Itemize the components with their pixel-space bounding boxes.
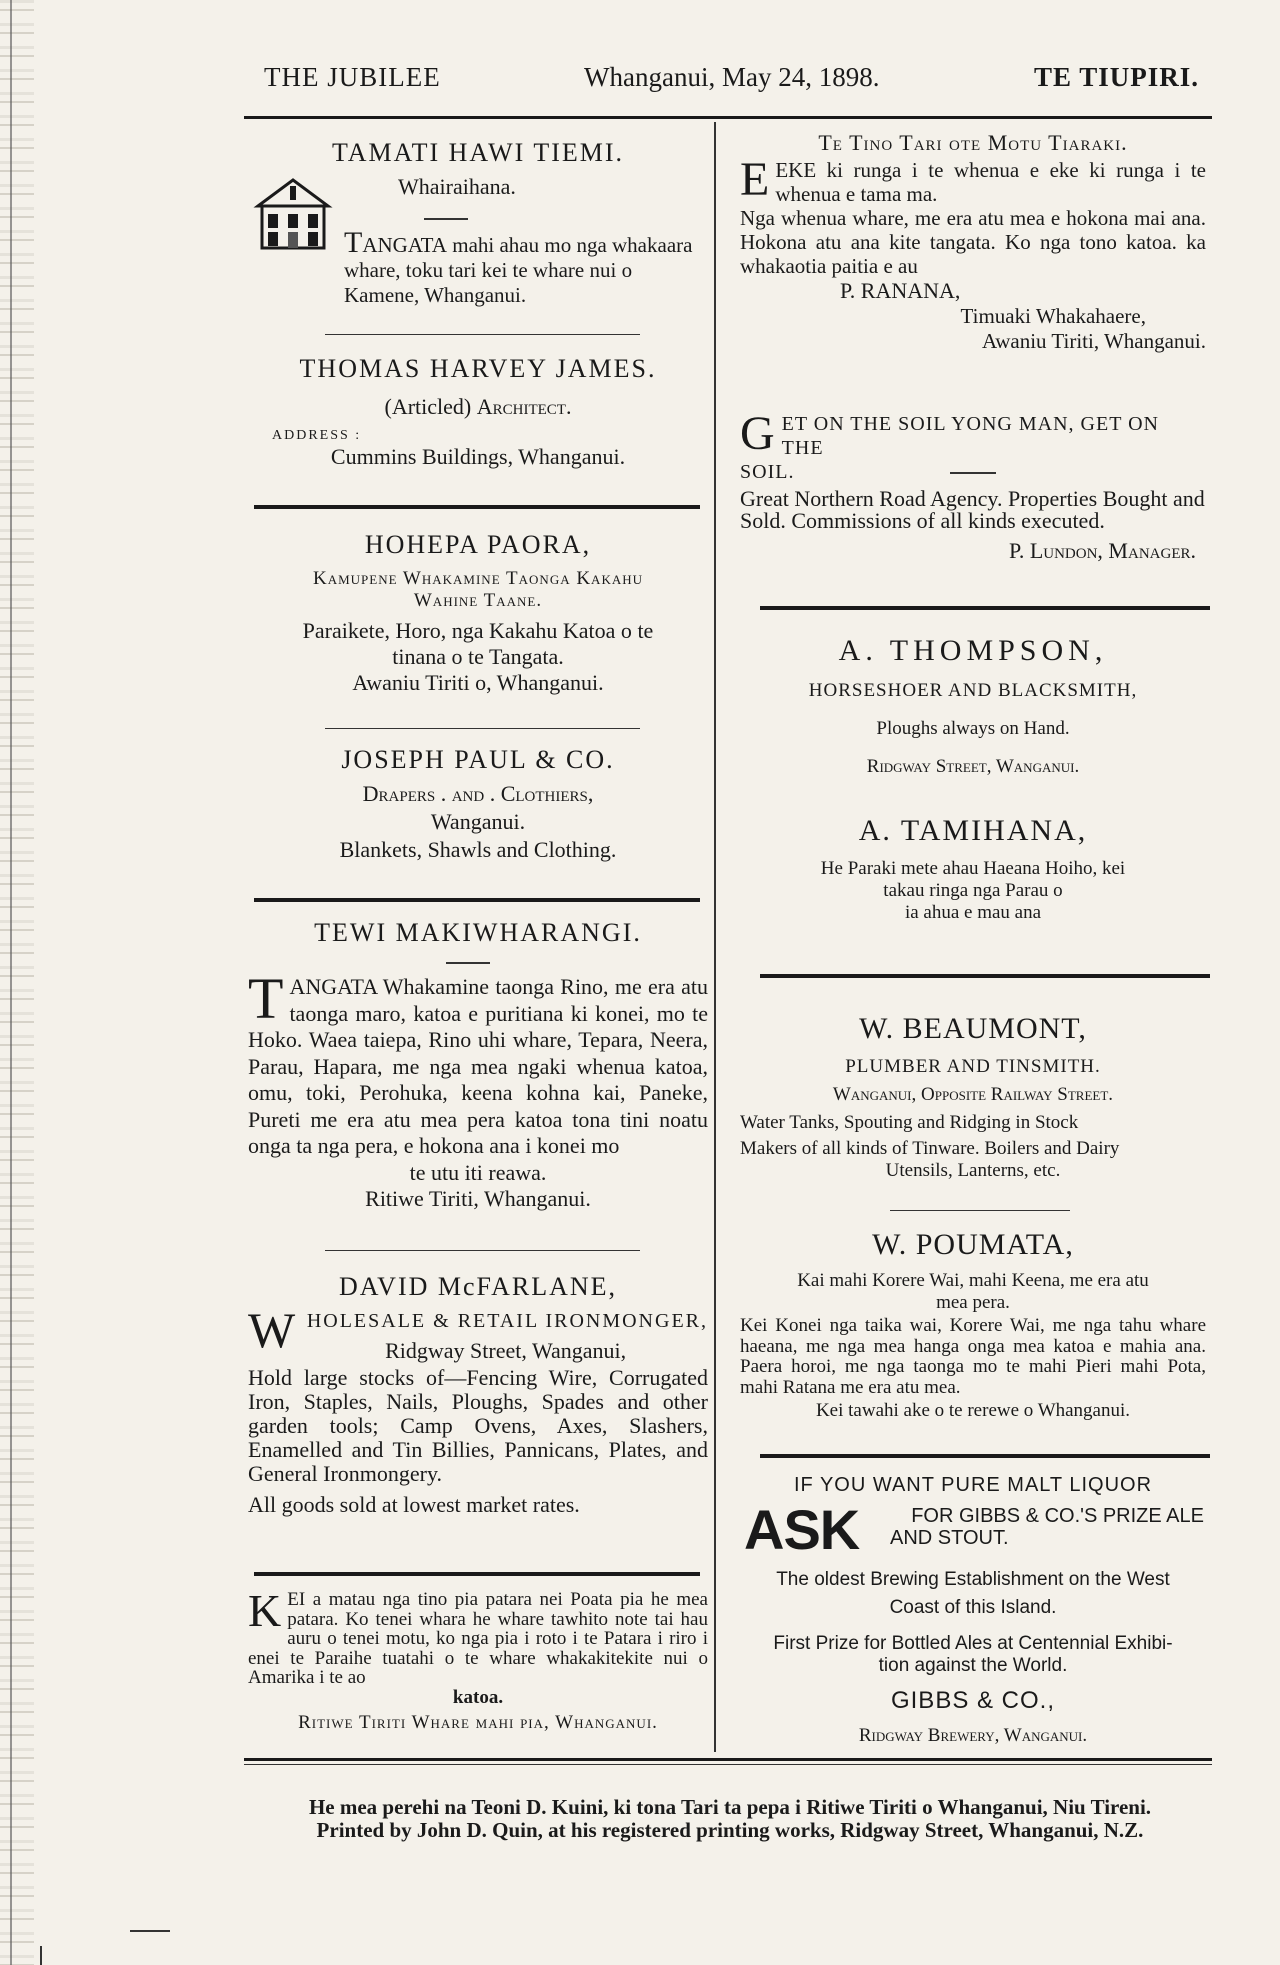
ask-line: FOR GIBBS & CO.'S PRIZE ALE	[911, 1505, 1204, 1527]
ad-paul	[248, 745, 708, 863]
divider-thick	[760, 1454, 1210, 1458]
ad-headline: IF YOU WANT PURE MALT LIQUOR	[793, 1474, 1153, 1496]
lead-text: HOLESALE & RETAIL IRONMONGER,	[306, 1310, 708, 1332]
ad-poumata	[740, 1228, 1206, 1422]
ad-beaumont	[740, 1012, 1206, 1182]
dropcap: K	[248, 1585, 282, 1636]
ad-line: mea pera.	[936, 1292, 1010, 1313]
ad-title: THOMAS HARVEY JAMES.	[299, 354, 657, 383]
divider-thick	[760, 606, 1210, 610]
ad-title: A. THOMPSON,	[838, 634, 1108, 667]
role: Architect.	[476, 394, 572, 419]
column-divider	[714, 122, 716, 1752]
ad-line	[248, 618, 708, 644]
ad-tamihana	[740, 814, 1206, 924]
ad-makiwharangi	[248, 918, 708, 1213]
ad-line: Makers of all kinds of Tinware. Boilers and Dairy	[740, 1138, 1120, 1159]
ad-address: Wanganui, Opposite Railway Street.	[832, 1084, 1114, 1105]
divider-thick	[254, 898, 700, 902]
ad-address: Ridgway Brewery, Wanganui.	[858, 1725, 1088, 1746]
short-rule	[424, 218, 468, 220]
ad-james	[248, 354, 708, 470]
ad-address: Ritiwe Tiriti Whare mahi pia, Whanganui.	[298, 1711, 658, 1733]
ad-line: Drapers . and . Clothiers,	[362, 781, 594, 806]
ad-line: Blankets, Shawls and Clothing.	[339, 837, 617, 862]
ad-signer: P. RANANA,	[840, 278, 961, 303]
ad-text: EKE ki runga i te whenua e eke ki runga i te whenua e tama ma.	[775, 158, 1206, 206]
divider	[890, 1210, 1070, 1211]
ad-line: tion against the World.	[878, 1655, 1068, 1676]
ask-line: AND STOUT.	[890, 1527, 1009, 1549]
ad-line: First Prize for Bottled Ales at Centennial Exhibi-	[773, 1633, 1173, 1654]
ad-title: TAMATI HAWI TIEMI.	[331, 138, 625, 167]
margin-mark	[130, 1930, 170, 1932]
ad-body	[248, 1585, 708, 1688]
ad-line: tinana o te Tangata.	[392, 644, 564, 669]
margin-mark	[40, 1946, 42, 1965]
ad-line: Ridgway Street, Wanganui,	[385, 1338, 627, 1363]
soil-line: SOIL.	[740, 461, 795, 483]
masthead	[0, 62, 1280, 102]
divider-thick	[254, 505, 700, 509]
ad-title: W. BEAUMONT,	[859, 1012, 1087, 1045]
line-part: Paraikete, Horo, nga Kakahu Katoa o	[302, 618, 632, 643]
imprint-line-english: Printed by John D. Quin, at his registered printing works, Ridgway Street, Whanganui, N.Z.	[316, 1818, 1144, 1842]
divider-thick	[254, 1572, 700, 1576]
ad-address: Cummins Buildings, Whanganui.	[330, 444, 626, 469]
ad-address: Ritiwe Tiriti, Whanganui.	[365, 1186, 591, 1211]
ad-text: EI a matau nga tino pia patara nei Poata pia he mea patara. Ko tenei whara he whare tawhito note tai hau auru o tenei motu, ko nga pia i roto i te Patara i riro i enei te Paraihe tuatahi o te whare whakakitekite nui o Amarika i te ao	[248, 1589, 708, 1688]
short-rule	[950, 472, 996, 474]
ad-line: Wahine Taane.	[413, 590, 543, 611]
ad-body	[740, 153, 1206, 206]
address-label: ADDRESS :	[272, 428, 362, 443]
ad-role	[248, 394, 708, 420]
masthead-rule	[244, 116, 1212, 119]
ask-word: ASK	[744, 1498, 860, 1561]
ad-body	[248, 966, 708, 1160]
lead-word: ANGATA	[362, 233, 447, 257]
ad-body: Hold large stocks of—Fencing Wire, Corrugated Iron, Staples, Nails, Ploughs, Spades and other garden tools; Camp Ovens, Axes, Slashers, Enamelled and Tin Billies, Pannicans, Plates, and General Ironmongery.	[248, 1365, 708, 1486]
imprint	[250, 1796, 1210, 1842]
ad-title: HOHEPA PAORA,	[364, 530, 592, 559]
ad-line: Water Tanks, Spouting and Ridging in Stock	[740, 1112, 1079, 1133]
line-part: te	[637, 618, 654, 643]
ad-address: Ridgway Street, Wanganui.	[866, 756, 1080, 777]
masthead-left: THE JUBILEE	[264, 62, 441, 92]
ad-signer-address: Awaniu Tiriti, Whanganui.	[981, 329, 1206, 353]
ad-title: W. POUMATA,	[872, 1228, 1074, 1261]
ad-poata	[248, 1585, 708, 1734]
divider	[325, 728, 640, 729]
dropcap: T	[248, 966, 284, 1031]
role-prefix: (Articled)	[384, 394, 472, 419]
ad-title: TEWI MAKIWHARANGI.	[314, 918, 642, 947]
ad-line: katoa.	[452, 1686, 504, 1708]
ad-line: Kamupene Whakamine Taonga Kakahu	[312, 568, 644, 589]
page-edge-line	[10, 0, 12, 1965]
ad-lundon	[740, 488, 1206, 564]
ad-body: Great Northern Road Agency. Properties Bought and Sold. Commissions of all kinds executed.	[740, 486, 1205, 533]
divider	[325, 334, 640, 335]
masthead-date: Whanganui, May 24, 1898.	[584, 62, 880, 92]
ad-line: He Paraki mete ahau Haeana Hoiho, kei	[820, 858, 1126, 879]
ad-title: A. TAMIHANA,	[858, 814, 1088, 847]
ad-line: The oldest Brewing Establishment on the West	[776, 1569, 1170, 1590]
dropcap: E	[740, 153, 770, 206]
divider	[325, 1250, 640, 1251]
house-icon	[252, 176, 334, 252]
ad-mcfarlane	[248, 1272, 708, 1518]
ad-trade: PLUMBER AND TINSMITH.	[845, 1056, 1101, 1077]
divider-thick	[760, 974, 1210, 978]
ad-gibbs	[740, 1474, 1206, 1747]
footer-rule-thin	[244, 1764, 1212, 1765]
ad-line: Kai mahi Korere Wai, mahi Keena, me era atu	[797, 1270, 1149, 1291]
ad-title: DAVID McFARLANE,	[338, 1272, 618, 1301]
short-rule	[446, 962, 490, 964]
dropcap: G	[740, 407, 776, 460]
ad-motu	[740, 130, 1206, 354]
imprint-line-maori: He mea perehi na Teoni D. Kuini, ki tona Tari ta pepa i Ritiwe Tiriti o Whanganui, Niu Tireni.	[308, 1795, 1152, 1819]
ask-text	[854, 1505, 1204, 1549]
ad-title: Te Tino Tari ote Motu Tiaraki.	[818, 130, 1128, 155]
ad-line: te utu iti reawa.	[409, 1159, 547, 1185]
footer-rule	[244, 1758, 1212, 1761]
ad-signer-title: Timuaki Whakahaere,	[960, 304, 1146, 328]
ad-line: Ploughs always on Hand.	[876, 718, 1070, 739]
soil-line: ET ON THE SOIL YONG MAN, GET ON THE	[781, 413, 1159, 459]
ad-soil	[740, 407, 1206, 484]
dropcap: T	[344, 226, 363, 259]
ad-body	[344, 226, 708, 308]
ad-body-2: Nga whenua whare, me era atu mea e hokona mai ana. Hokona atu ana kite tangata. Ko nga tono katoa. ka whakaotia paitia e au	[740, 206, 1206, 278]
ad-body: Kei Konei nga taika wai, Korere Wai, me nga tahu whare haeana, me nga mea hanga onga mea katoa e mahia ana. Paera horoi, me nga taonga mo te mahi Pieri mahi Pota, mahi Ratana me era atu mea.	[740, 1315, 1206, 1398]
ad-line: takau ringa nga Parau o	[883, 880, 1063, 901]
ask-block	[740, 1498, 1206, 1565]
ad-title: JOSEPH PAUL & CO.	[341, 745, 615, 774]
ad-paora	[248, 530, 708, 696]
ad-line: Awaniu Tiriti o, Whanganui.	[352, 670, 604, 695]
dropcap: W	[248, 1302, 298, 1358]
page-edge-shadow	[0, 0, 34, 1965]
ad-tiemi	[248, 138, 708, 314]
masthead-right: TE TIUPIRI.	[1034, 62, 1200, 92]
ad-thompson	[740, 634, 1206, 778]
ad-text: mahi ahau mo nga whakaara whare, toku tari kei te whare nui o Kamene, Whanganui.	[344, 233, 693, 307]
ad-last: All goods sold at lowest market rates.	[248, 1492, 580, 1517]
ad-manager: P. Lundon, Manager.	[1009, 538, 1196, 563]
ad-trade: HORSESHOER AND BLACKSMITH,	[808, 680, 1138, 701]
ad-line: Wanganui.	[430, 809, 526, 834]
ad-line: Coast of this Island.	[889, 1597, 1057, 1618]
ad-text: ANGATA Whakamine taonga Rino, me era atu taonga maro, katoa e puritiana ki konei, mo te Hoko. Waea taiepa, Rino uhi whare, Tepara, Neera, Parau, Hapara, me nga mea ngaki whenua katoa, omu, toki, Perohuka, keena kohna kai, Paneke, Pureti me era atu mea pera katoa tona tini noatu onga ta nga pera, e hokona ana i konei mo	[248, 974, 708, 1158]
ad-title: GIBBS & CO.,	[890, 1687, 1056, 1714]
ad-subtitle: Whairaihana.	[398, 174, 516, 199]
ad-last: Kei tawahi ake o te rerewe o Whanganui.	[815, 1400, 1131, 1421]
ad-line: Utensils, Lanterns, etc.	[885, 1160, 1061, 1181]
ad-line: ia ahua e mau ana	[904, 902, 1042, 923]
